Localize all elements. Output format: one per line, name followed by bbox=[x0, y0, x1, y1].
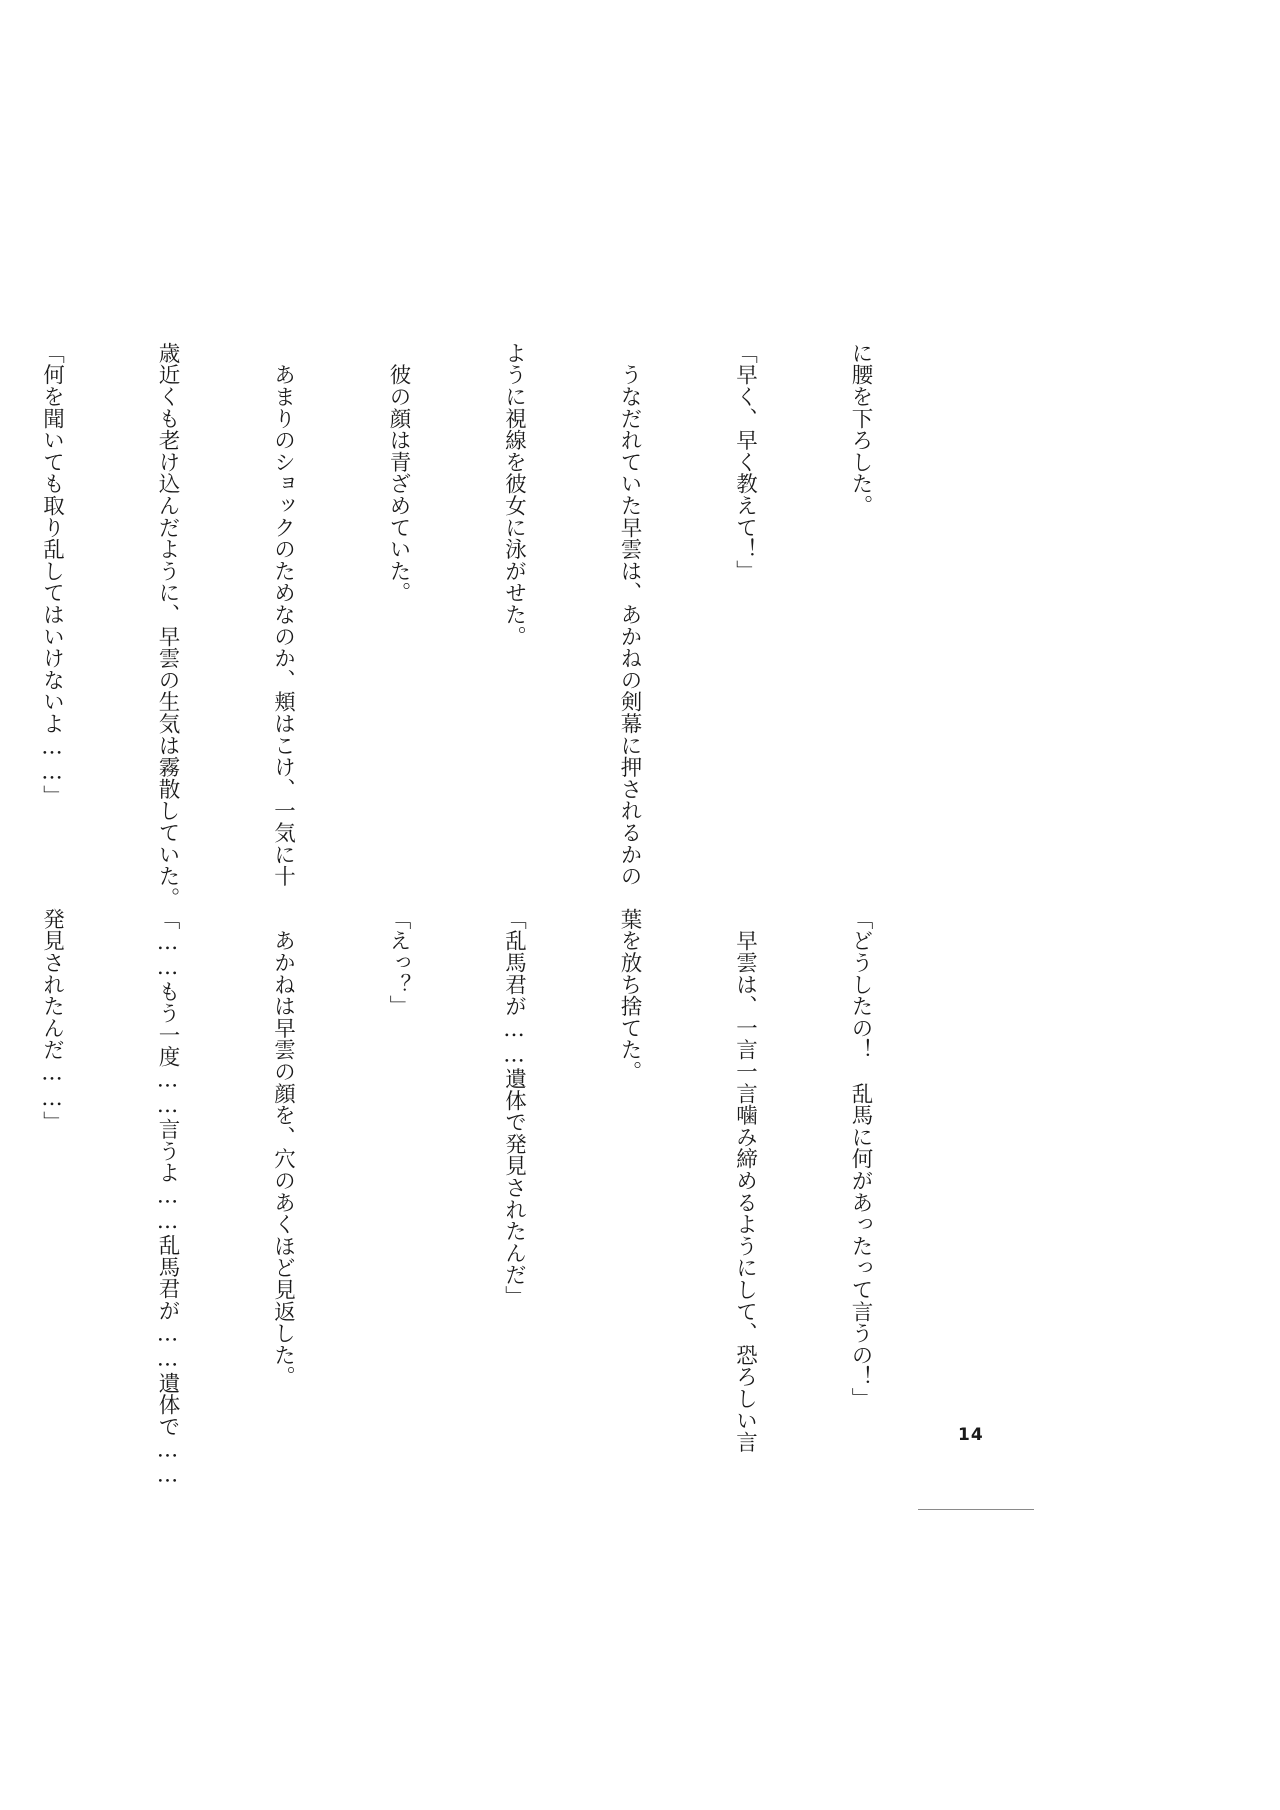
text-line: 「えっ？」 bbox=[386, 908, 411, 1017]
page-rule bbox=[918, 1509, 1034, 1510]
text-line: ように視線を彼女に泳がせた。 bbox=[501, 342, 527, 648]
text-line: あまりのショックのためなのか、頬はこけ、一気に十 bbox=[270, 342, 296, 887]
text-line: 歳近くも老け込んだように、早雲の生気は霧散していた。 bbox=[155, 342, 180, 909]
text-line: 「乱馬君が……遺体で発見されたんだ」 bbox=[501, 908, 527, 1308]
text-line: 「何を聞いても取り乱してはいけないよ……」 bbox=[39, 342, 65, 807]
text-line: 「どうしたの！ 乱馬に何があったって言うの！」 bbox=[848, 908, 873, 1410]
page-number: 14 bbox=[958, 1425, 984, 1445]
upper-text-block bbox=[0, 342, 956, 909]
text-line: うなだれていた早雲は、あかねの剣幕に押されるかの bbox=[617, 342, 642, 887]
text-line: 発見されたんだ……」 bbox=[39, 908, 65, 1133]
lower-text-block bbox=[0, 908, 956, 1489]
text-line: あかねは早雲の顔を、穴のあくほど見返した。 bbox=[270, 908, 296, 1388]
text-line: に腰を下ろした。 bbox=[848, 342, 873, 517]
text-line: 彼の顔は青ざめていた。 bbox=[386, 342, 411, 604]
text-line: 葉を放ち捨てた。 bbox=[617, 908, 642, 1083]
text-line: 「……もう一度……言うよ……乱馬君が……遺体で…… bbox=[155, 908, 180, 1488]
text-line: 早雲は、一言一言噛み締めるようにして、恐ろしい言 bbox=[732, 908, 758, 1453]
text-line: 「早く、早く教えて！」 bbox=[732, 342, 758, 582]
